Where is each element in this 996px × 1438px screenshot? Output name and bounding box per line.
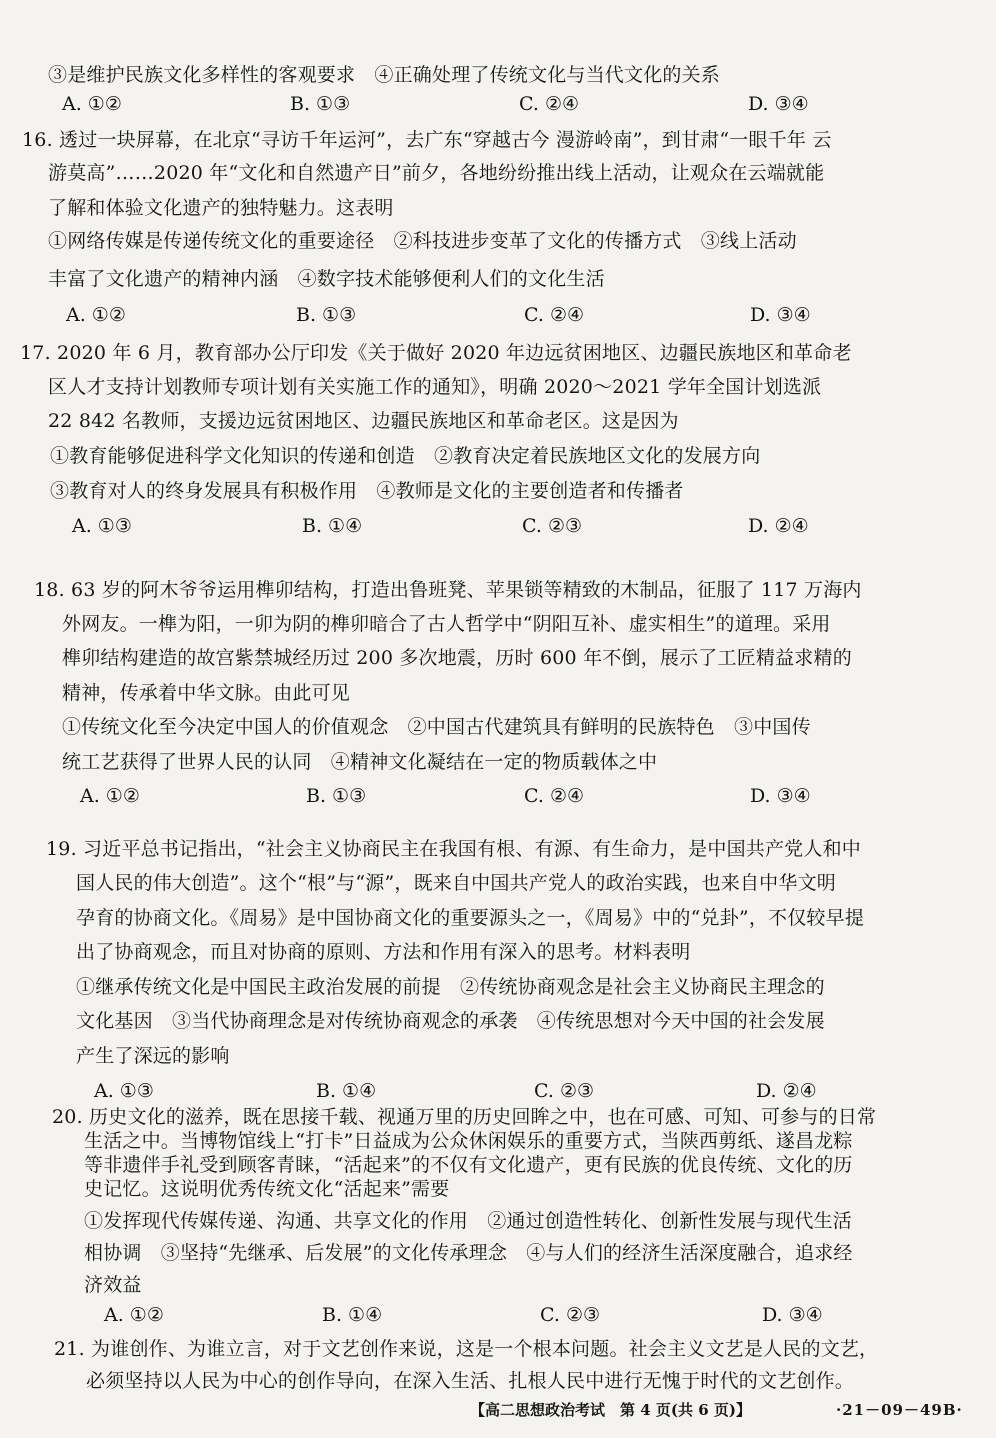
- q16-line-2: 游莫高”……2020 年“文化和自然遗产日”前夕，各地纷纷推出线上活动，让观众在云端就能: [48, 162, 825, 184]
- q15-options: [0, 89, 996, 119]
- q20-line-6: 相协调 ③坚持“先继承、后发展”的文化传承理念 ④与人们的经济生活深度融合，追求经: [84, 1242, 853, 1264]
- q16-option-c: C. ②④: [524, 304, 585, 326]
- q20-line-7: 济效益: [84, 1274, 142, 1296]
- q20-line-4: 史记忆。这说明优秀传统文化“活起来”需要: [84, 1178, 450, 1200]
- q18-line-3: 榫卯结构建造的故宫紫禁城经历过 200 多次地震，历时 600 年不倒，展示了工匠精益求精的: [62, 647, 852, 669]
- q18-option-a: A. ①②: [80, 785, 140, 807]
- q19-option-c: C. ②③: [534, 1080, 595, 1102]
- q17-option-c: C. ②③: [522, 515, 583, 537]
- q15-option-a: A. ①②: [62, 93, 122, 115]
- q20-option-c: C. ②③: [540, 1304, 601, 1326]
- q19-line-1: 19. 习近平总书记指出，“社会主义协商民主在我国有根、有源、有生命力，是中国共产党人和中: [46, 838, 861, 860]
- q19-line-5: ①继承传统文化是中国民主政治发展的前提 ②传统协商观念是社会主义协商民主理念的: [76, 976, 825, 998]
- q20-option-d: D. ③④: [762, 1304, 823, 1326]
- q17-option-a: A. ①③: [72, 515, 132, 537]
- q20-line-2: 生活之中。当博物馆线上“打卡”日益成为公众休闲娱乐的重要方式，当陕西剪纸、遂昌龙粽: [84, 1130, 853, 1152]
- q16-line-3: 了解和体验文化遗产的独特魅力。这表明: [48, 197, 394, 219]
- q15-option-b: B. ①③: [290, 93, 351, 115]
- q16-line-4: ①网络传媒是传递传统文化的重要途径 ②科技进步变革了文化的传播方式 ③线上活动: [48, 230, 797, 252]
- q19-line-4: 出了协商观念，而且对协商的原则、方法和作用有深入的思考。材料表明: [76, 941, 691, 963]
- q18-option-b: B. ①③: [306, 785, 367, 807]
- q18-options: [0, 781, 996, 811]
- q16-option-b: B. ①③: [296, 304, 357, 326]
- q15-option-c: C. ②④: [519, 93, 580, 115]
- q19-line-6: 文化基因 ③当代协商理念是对传统协商观念的承袭 ④传统思想对今天中国的社会发展: [76, 1010, 825, 1032]
- q16-option-d: D. ③④: [750, 304, 811, 326]
- q18-line-5: ①传统文化至今决定中国人的价值观念 ②中国古代建筑具有鲜明的民族特色 ③中国传: [62, 716, 811, 738]
- q17-option-d: D. ②④: [748, 515, 809, 537]
- q17-options: [0, 511, 996, 541]
- q19-line-2: 国人民的伟大创造”。这个“根”与“源”，既来自中国共产党人的政治实践，也来自中华文明: [76, 872, 836, 894]
- q21-line-1: 21. 为谁创作、为谁立言，对于文艺创作来说，这是一个根本问题。社会主义文艺是人民的文艺，: [54, 1338, 879, 1360]
- q17-line-5: ③教育对人的终身发展具有积极作用 ④教师是文化的主要创造者和传播者: [50, 480, 684, 502]
- q19-option-b: B. ①④: [316, 1080, 377, 1102]
- q20-option-a: A. ①②: [104, 1304, 164, 1326]
- q16-options: [0, 300, 996, 330]
- q19-line-7: 产生了深远的影响: [76, 1045, 230, 1067]
- q17-line-2: 区人才支持计划教师专项计划有关实施工作的通知》，明确 2020～2021 学年全国计划选派: [48, 376, 822, 398]
- q20-line-3: 等非遗伴手礼受到顾客青睐，“活起来”的不仅有文化遗产，更有民族的优良传统、文化的历: [84, 1154, 853, 1176]
- q18-line-6: 统工艺获得了世界人民的认同 ④精神文化凝结在一定的物质载体之中: [62, 751, 658, 773]
- q20-options: [0, 1300, 996, 1330]
- q20-option-b: B. ①④: [322, 1304, 383, 1326]
- q19-line-3: 孕育的协商文化。《周易》是中国协商文化的重要源头之一，《周易》中的“兑卦”，不仅较早提: [76, 907, 865, 929]
- q18-line-4: 精神，传承着中华文脉。由此可见: [62, 682, 351, 704]
- q18-option-c: C. ②④: [524, 785, 585, 807]
- q18-option-d: D. ③④: [750, 785, 811, 807]
- q16-line-1: 16. 透过一块屏幕，在北京“寻访千年运河”，去广东“穿越古今 漫游岭南”，到甘肃“一眼千年 云: [22, 129, 832, 151]
- q17-line-4: ①教育能够促进科学文化知识的传递和创造 ②教育决定着民族地区文化的发展方向: [50, 445, 761, 467]
- q16-line-5: 丰富了文化遗产的精神内涵 ④数字技术能够便利人们的文化生活: [48, 268, 605, 290]
- q18-line-2: 外网友。一榫为阳，一卯为阴的榫卯暗合了古人哲学中“阴阳互补、虚实相生”的道理。采用: [62, 613, 831, 635]
- q19-option-d: D. ②④: [756, 1080, 817, 1102]
- q20-line-1: 20. 历史文化的滋养，既在思接千载、视通万里的历史回眸之中，也在可感、可知、可参与的日常: [52, 1106, 877, 1128]
- q15-choice-line: ③是维护民族文化多样性的客观要求 ④正确处理了传统文化与当代文化的关系: [48, 64, 721, 86]
- q17-option-b: B. ①④: [302, 515, 363, 537]
- footer-exam-code: ·21－09－49B·: [836, 1401, 963, 1419]
- q20-line-5: ①发挥现代传媒传递、沟通、共享文化的作用 ②通过创造性转化、创新性发展与现代生活: [84, 1210, 853, 1232]
- q18-line-1: 18. 63 岁的阿木爷爷运用榫卯结构，打造出鲁班凳、苹果锁等精致的木制品，征服了 117 万海内: [34, 579, 862, 601]
- q15-option-d: D. ③④: [748, 93, 809, 115]
- q19-option-a: A. ①③: [94, 1080, 154, 1102]
- q17-line-3: 22 842 名教师，支援边远贫困地区、边疆民族地区和革命老区。这是因为: [48, 410, 679, 432]
- q16-option-a: A. ①②: [66, 304, 126, 326]
- q17-line-1: 17. 2020 年 6 月，教育部办公厅印发《关于做好 2020 年边远贫困地区、边疆民族地区和革命老: [20, 342, 852, 364]
- footer-page-info: 【高二思想政治考试 第 4 页(共 6 页)】: [470, 1401, 751, 1419]
- q21-line-2: 必须坚持以人民为中心的创作导向，在深入生活、扎根人民中进行无愧于时代的文艺创作。: [86, 1370, 855, 1392]
